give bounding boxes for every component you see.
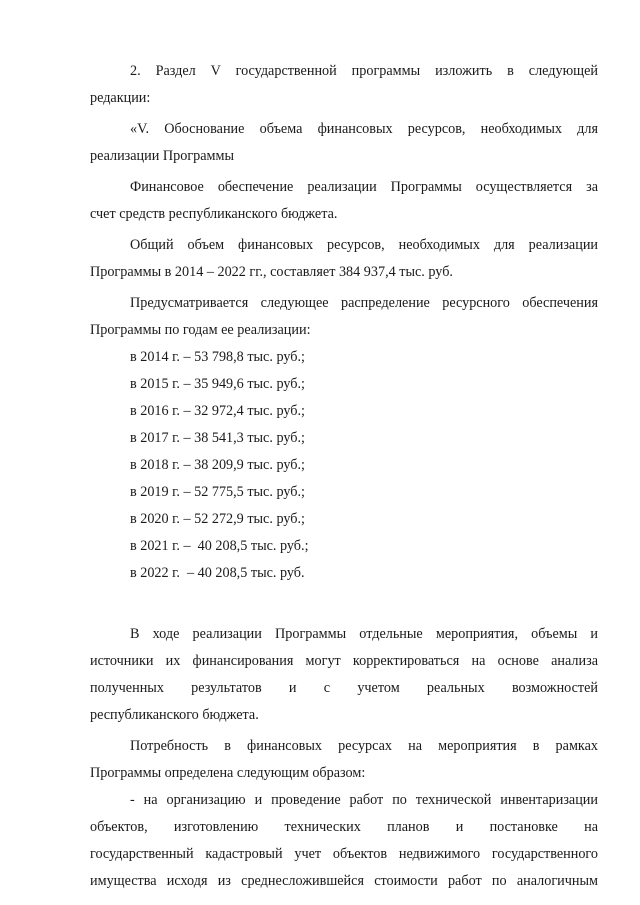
paragraph-line: В ходе реализации Программы отдельные мероприятия, объемы и	[130, 626, 598, 642]
paragraph-needs	[90, 733, 598, 787]
list-item: в 2017 г. – 38 541,3 тыс. руб.;	[130, 430, 305, 446]
list-item: в 2021 г. – 40 208,5 тыс. руб.;	[130, 538, 309, 554]
paragraph-total-volume	[90, 232, 598, 286]
paragraph-line: Предусматривается следующее распределение ресурсного обеспечения	[130, 295, 598, 311]
paragraph-line: Потребность в финансовых ресурсах на мероприятия в рамках	[130, 738, 598, 754]
paragraph-line: Программы по годам ее реализации:	[90, 322, 311, 338]
paragraph-section-title	[90, 116, 598, 170]
list-item: в 2020 г. – 52 272,9 тыс. руб.;	[130, 511, 305, 527]
paragraph-line: республиканского бюджета.	[90, 707, 259, 723]
paragraph-adjustments	[90, 621, 598, 729]
list-item: в 2022 г. – 40 208,5 тыс. руб.	[130, 565, 305, 581]
paragraph-section-amendment	[90, 58, 598, 112]
paragraph-inventory-works	[90, 787, 598, 895]
paragraph-line: реализации Программы	[90, 148, 235, 164]
paragraph-line: имущества исходя из среднесложившейся стоимости работ по аналогичным	[90, 873, 598, 889]
paragraph-line: редакции:	[90, 90, 151, 106]
paragraph-line: полученных результатов и с учетом реальных возможностей	[90, 680, 598, 696]
list-item: в 2018 г. – 38 209,9 тыс. руб.;	[130, 457, 305, 473]
list-item: в 2016 г. – 32 972,4 тыс. руб.;	[130, 403, 305, 419]
paragraph-line: - на организацию и проведение работ по технической инвентаризации	[130, 792, 598, 808]
paragraph-line: счет средств республиканского бюджета.	[90, 206, 338, 222]
paragraph-line: объектов, изготовлению технических планов и постановке на	[90, 819, 598, 835]
paragraph-line: Финансовое обеспечение реализации Программы осуществляется за	[130, 179, 598, 195]
list-item: в 2015 г. – 35 949,6 тыс. руб.;	[130, 376, 305, 392]
paragraph-line: «V. Обоснование объема финансовых ресурсов, необходимых для	[130, 121, 598, 137]
paragraph-line: Программы в 2014 – 2022 гг., составляет 384 937,4 тыс. руб.	[90, 264, 453, 280]
paragraph-line: Программы определена следующим образом:	[90, 765, 366, 781]
paragraph-distribution	[90, 290, 598, 344]
paragraph-line: источники их финансирования могут корректироваться на основе анализа	[90, 653, 598, 669]
list-item: в 2019 г. – 52 775,5 тыс. руб.;	[130, 484, 305, 500]
list-item: в 2014 г. – 53 798,8 тыс. руб.;	[130, 349, 305, 365]
paragraph-line: Общий объем финансовых ресурсов, необходимых для реализации	[130, 237, 598, 253]
paragraph-line: государственный кадастровый учет объектов недвижимого государственного	[90, 846, 598, 862]
paragraph-line: 2. Раздел V государственной программы изложить в следующей	[130, 63, 598, 79]
document-page	[90, 58, 598, 895]
paragraph-funding-source	[90, 174, 598, 228]
yearly-funding-list	[90, 344, 598, 587]
